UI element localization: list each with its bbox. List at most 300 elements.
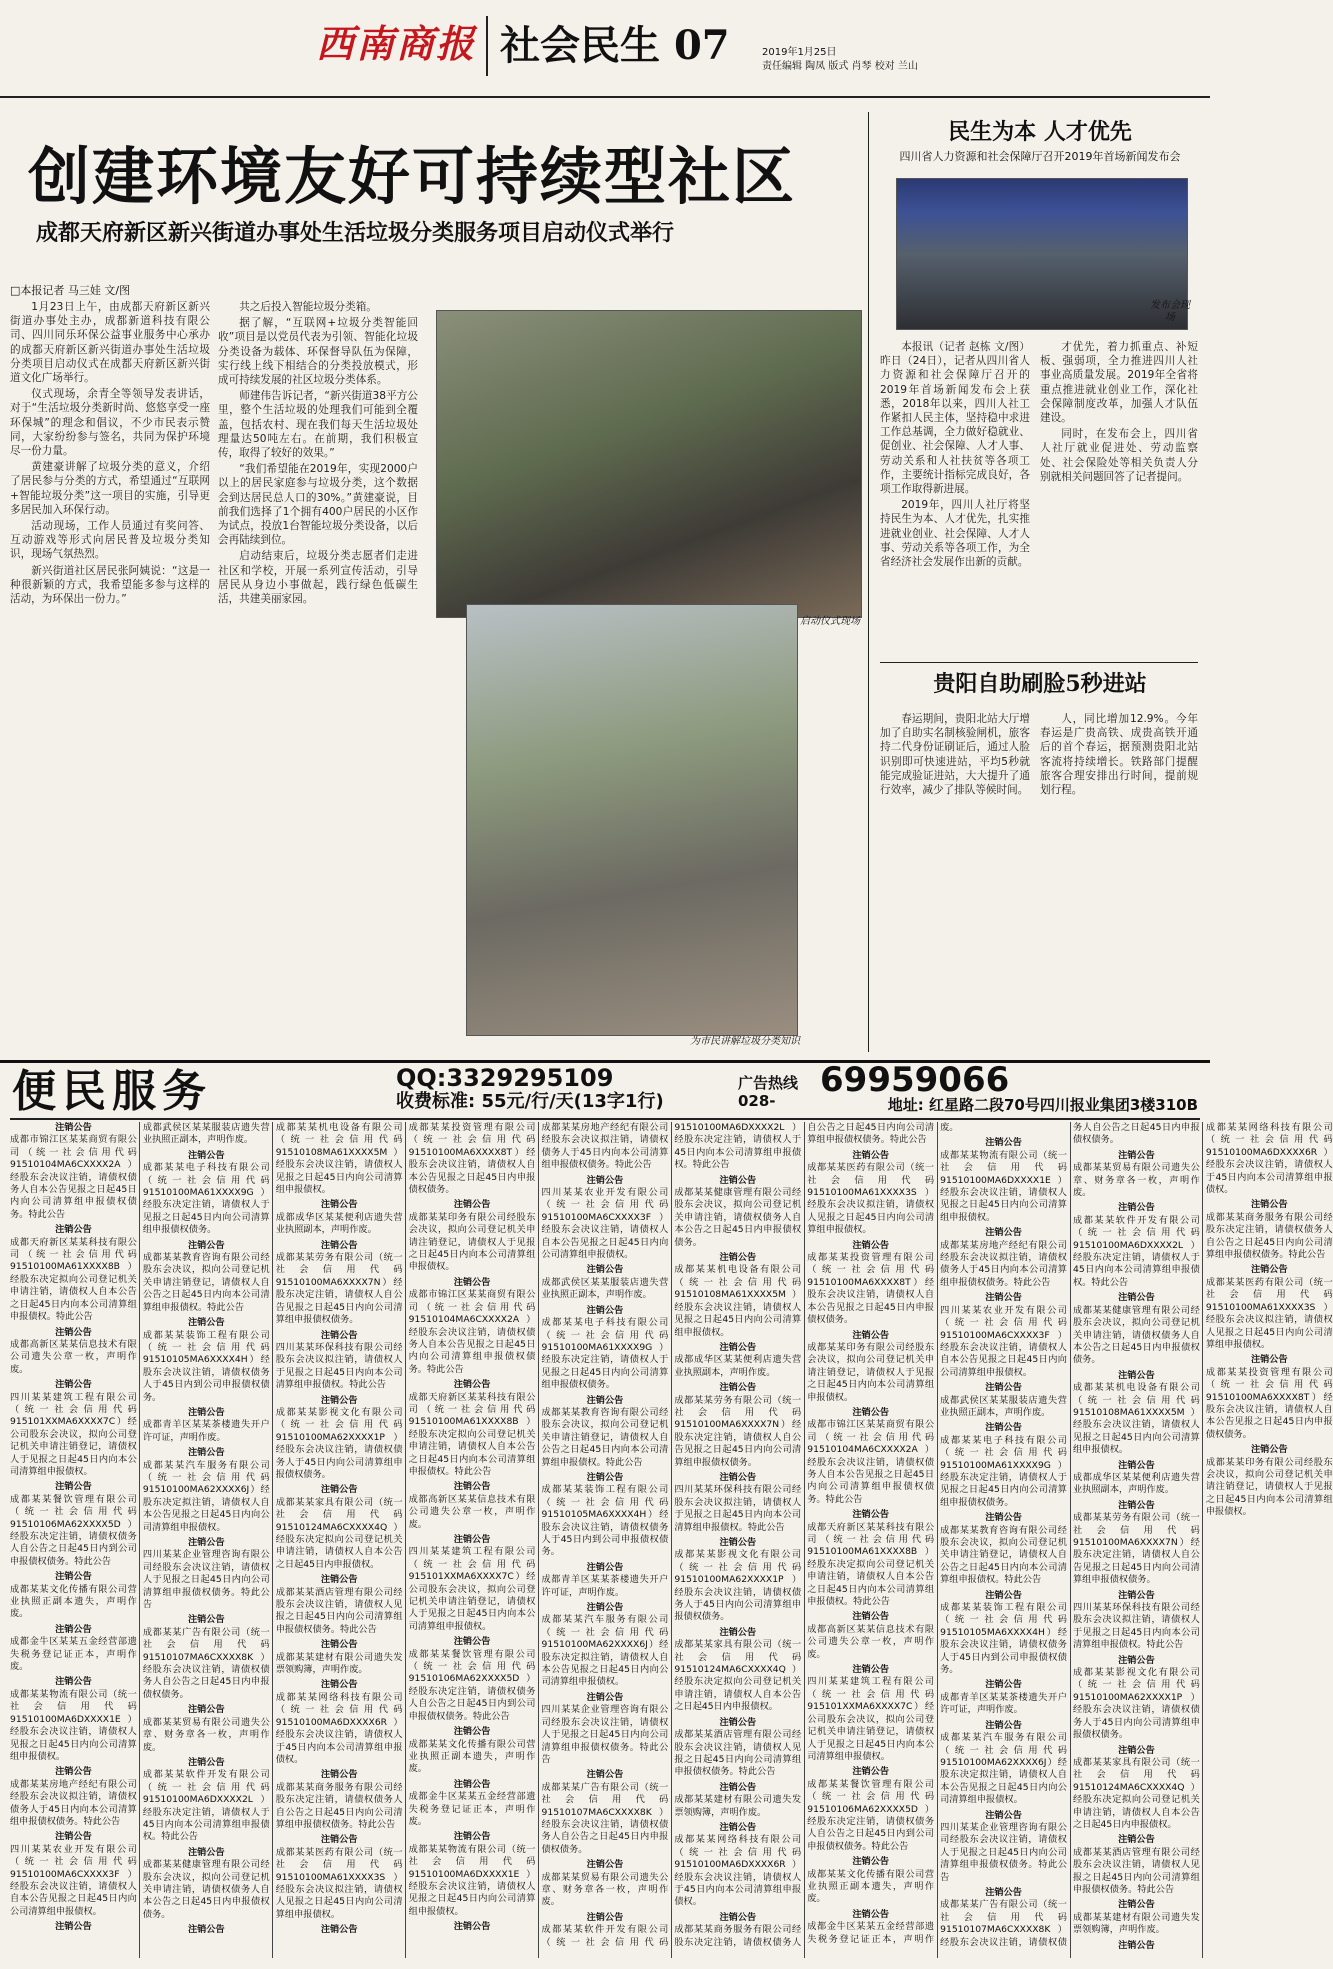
classified-item [674,1175,801,1249]
classified-item-heading: 注销公告 [320,1574,358,1586]
classified-item-text: 四川某某企业管理咨询有限公司经股东会决议注销，请债权人于见报之日起45日内向公司清算组申报债权债务。特此公告 [142,1549,270,1611]
side2-col2 [1040,712,1198,1042]
classified-item-text: 成都金牛区某某五金经营部遗失税务登记证正本，声明作废。 [10,1636,137,1673]
paragraph: 仪式现场，余青全等领导发表讲话，对于“生活垃圾分类新时尚、悠悠享受一座环保城”的理念和倡议，不少市民表示赞同，大家纷纷参与签名，共同为保护环境尽一份力量。 [10,388,210,458]
classified-item-text: 成都某某餐饮管理有限公司（统一社会信用代码91510106MA62XXXX5D）经股东决定注销，请债权债务人自公告之日起45日内到公司申报债权债务。特此公告 [10,1493,137,1567]
story-divider [880,662,1198,663]
classified-item [807,1611,934,1661]
classified-item-heading: 注销公告 [719,1716,757,1728]
classified-item-text: 成都某某装饰工程有限公司（统一社会信用代码91510105MA6XXXX4H）经股东会决议注销，请债权债务人于45日内到公司申报债权债务。 [142,1329,270,1403]
classified-item-text: 成都某某广告有限公司（统一社会信用代码91510107MA6CXXXX8K）经股东会决议注销，请债权债务人自公告之日起45日内申报债权债务。 [142,1626,270,1700]
classified-item-text: 成都某某医药有限公司（统一社会信用代码91510100MA61XXXX3S）经股东会决议拟注销，请债权人见报之日起45日内向公司清算组申报债权。 [1205,1276,1333,1350]
classified-item-heading: 注销公告 [719,1626,757,1638]
classified-item-heading: 注销公告 [719,1382,757,1394]
classified-item [143,1757,270,1844]
classified-item-heading: 注销公告 [187,1149,225,1161]
classified-item [409,1277,536,1376]
classified-item-heading: 注销公告 [1118,1589,1155,1601]
classified-item-heading: 注销公告 [55,1224,92,1236]
classified-item [674,1782,801,1819]
classified-item-heading: 注销公告 [1250,1354,1288,1366]
classified-item [143,1317,270,1404]
classified-item-heading: 注销公告 [985,1589,1022,1601]
classified-item-text: 成都某某投资管理有限公司（统一社会信用代码91510100MA6XXXX8T）经股东会决议注销，请债权人自本公告见报之日起45日内申报债权债务。 [807,1252,935,1326]
classified-item-heading: 注销公告 [453,1199,491,1211]
classified-item [143,1847,270,1921]
classified-item-heading: 注销公告 [1118,1939,1155,1951]
classified-item-text: 成都某某贸易有限公司遗失公章、财务章各一枚，声明作废。 [1073,1162,1200,1199]
classified-item-heading: 注销公告 [719,1341,757,1353]
classified-item-text: 成都某某劳务有限公司（统一社会信用代码91510100MA6XXXX7N）经股东决定注销，请债权人自公告见报之日起45日内向公司清算组申报债权债务。 [674,1394,802,1468]
classified-item-heading: 注销公告 [1118,1899,1155,1911]
classified-item-heading: 注销公告 [453,1831,491,1843]
side2-title: 贵阳自助刷脸5秒进站 [933,671,1147,697]
classified-item-heading: 注销公告 [453,1481,491,1493]
paragraph: 据了解，“互联网+垃圾分类智能回收”项目是以党员代表为引领、智能化垃圾分类设备为载体、环保督导队伍为保障，实行线上线下相结合的分类投放模式，形成可持续发展的社区垃圾分类体系。 [218,317,418,387]
classified-item-text: 成都某某物流有限公司（统一社会信用代码91510100MA6DXXXX1E）经股东会决议注销，请债权人见报之日起45日内向公司清算组申报债权。 [940,1149,1067,1223]
classified-item-text: 成都某某软件开发有限公司（统一社会信用代码91510100MA6DXXXX2L）经股东决定注销，请债权人于45日内向本公司清算组申报债权。特此公告 [1073,1214,1200,1288]
classified-item [674,1472,801,1534]
classified-item-heading: 注销公告 [852,1664,890,1676]
classified-item-heading: 注销公告 [586,1174,624,1186]
classified-item-heading: 注销公告 [586,1561,624,1573]
classified-item-text: 四川某某环保科技有限公司经股东会决议拟注销，请债权人于见报之日起45日内向本公司清算组申报债权。特此公告 [275,1341,403,1391]
classified-item [143,1614,270,1701]
classified-item [674,1252,801,1339]
classified-item-heading: 注销公告 [1118,1459,1155,1471]
classified-item [409,1481,536,1531]
classified-item-text: 成都某某印务有限公司经股东会决议，拟向公司登记机关申请注销登记，请债权人于见报之日起45日内向本公司清算组申报债权。 [1205,1456,1333,1518]
classified-item-heading: 注销公告 [187,1614,225,1626]
classified-item-heading: 注销公告 [320,1679,358,1691]
classified-item-text: 成都某某电子科技有限公司（统一社会信用代码91510100MA61XXXX9G）经股东决定注销，请债权人于见报之日起45日内向公司清算组申报债权债务。 [541,1317,669,1391]
main-subheadline: 成都天府新区新兴街道办事处生活垃圾分类服务项目启动仪式举行 [36,220,675,246]
paragraph: 1月23日上午，由成都天府新区新兴街道办事处主办，成都新道科技有限公司、四川同乐环保公益事业服务中心承办的成都天府新区新兴街道办事处生活垃圾分类项目启动仪式在成都天府新区新兴街道文化广场举行。 [10,301,210,385]
paragraph: “我们希望能在2019年，实现2000户以上的居民家庭参与垃圾分类，这个数据会到达居民总人口的30%。”黄建豪说，目前我们选择了1个拥有400户居民的小区作为试点，投放1台智能垃圾分类设备，以后会再陆续到位。 [218,463,418,547]
side1-subtitle: 四川省人力资源和社会保障厅召开2019年首场新闻发布会 [899,150,1181,163]
classified-item-heading: 注销公告 [985,1809,1022,1821]
classified-item-heading: 注销公告 [719,1537,757,1548]
classified-item-text: 成都某某健康管理有限公司经股东会决议，拟向公司登记机关申请注销，请债权债务人自本公告之日起45日内申报债权债务。 [142,1859,270,1920]
classified-item-heading: 注销公告 [852,1908,890,1920]
classified-item-heading: 注销公告 [453,1921,491,1933]
classified-item [1073,1834,1200,1896]
classified-item [807,1150,934,1237]
classified-item-text: 成都某某机电设备有限公司（统一社会信用代码91510108MA61XXXX5M）经股东会决议注销，请债权人见报之日起45日内向公司清算组申报债权。 [674,1264,802,1338]
classified-item-text: 成都某某健康管理有限公司经股东会决议，拟向公司登记机关申请注销，请债权债务人自本公告之日起45日内申报债权债务。 [1073,1304,1200,1366]
classified-item [1073,1500,1200,1587]
classified-item-heading: 注销公告 [985,1679,1022,1691]
classified-item [10,1481,137,1568]
paragraph: 同时，在发布会上，四川省人社厅就业促进处、劳动监察处、社会保险处等相关负责人分别就相关问题回答了记者提问。 [1040,428,1198,483]
explaining-photo [466,604,798,1036]
classified-item-text: 成都某某网络科技有限公司（统一社会信用代码91510100MA6DXXXX6R）经股东会决议注销，请债权人于45日内向本公司清算组申报债权。 [1205,1122,1333,1196]
classified-item-heading: 注销公告 [1250,1444,1288,1456]
side2-col1 [880,712,1030,1042]
classified-item-text: 成都某某装饰工程有限公司（统一社会信用代码91510105MA6XXXX4H）经股东会决议注销，请债权债务人于45日内到公司申报债权债务。 [940,1602,1067,1676]
classified-item [807,1509,934,1608]
classified-item-heading: 注销公告 [187,1447,225,1459]
classified-item-text: 成都某某文化传播有限公司营业执照正副本遗失，声明作废。 [10,1583,137,1620]
classified-item [276,1484,403,1571]
classified-item [409,1636,536,1723]
classified-item [276,1199,403,1236]
ad-hotline-label: 广告热线 028- [738,1074,799,1110]
classified-item-heading: 注销公告 [320,1924,358,1936]
paragraph: 本报讯（记者 赵栋 文/图）昨日（24日），记者从四川省人力资源和社会保障厅召开的2019年首场新闻发布会上获悉，2018年以来，四川人社工作紧扣人民主体，坚持稳中求进工作总基调，全力做好稳就业、促创业、社会保障、人才人事、劳动关系和人社扶贫等各项工作，主要统计指标完成良好，各项工作取得新进展。 [880,341,1030,496]
classified-item-text: 四川某某企业管理咨询有限公司经股东会决议注销，请债权人于见报之日起45日内向公司清算组申报债权债务。特此公告 [541,1704,669,1765]
classified-item-text: 成都某某广告有限公司（统一社会信用代码91510107MA6CXXXX8K）经股东会决议注销，请债权债务人自公告之日起45日内申报债权债务。 [541,1781,669,1855]
classified-item-text: 成都某某电子科技有限公司（统一社会信用代码91510100MA61XXXX9G）经股东决定注销，请债权人于见报之日起45日内向公司清算组申报债权债务。 [142,1162,270,1236]
classified-item-text: 成都某某建材有限公司遗失发票领购簿，声明作废。 [674,1794,802,1818]
ad-qq-number: QQ:3329295109 [396,1064,614,1092]
classified-item [10,1122,137,1221]
classified-item-text: 成都某某物流有限公司（统一社会信用代码91510100MA6DXXXX1E）经股东会决议注销，请债权人见报之日起45日内向公司清算组申报债权。 [10,1688,137,1762]
classified-item-heading: 注销公告 [320,1239,358,1251]
classified-item-text: 成都某某房地产经纪有限公司经股东会决议拟注销，请债权债务人于45日内向本公司清算组申报债权债务。特此公告 [940,1239,1067,1288]
paragraph: 春运期间，贵阳北站大厅增加了自助实名制核验闸机，旅客持二代身份证刷证后，通过人脸识别即可快速进站，平均5秒就能完成验证进站，大大提升了通行效率，减少了排队等候时间。 [880,713,1030,797]
paragraph: 人，同比增加12.9%。今年春运是广贵高铁、成贵高铁开通后的首个春运，据预测贵阳北站客流将持续增长。铁路部门提醒旅客合理安排出行时间，提前规划行程。 [1040,713,1198,797]
classified-item-heading: 注销公告 [586,1769,624,1781]
classified-item [940,1512,1067,1586]
classified-item-heading: 注销公告 [55,1831,92,1843]
classified-item-text: 成都某某网络科技有限公司（统一社会信用代码91510100MA6DXXXX6R）经股东会决议注销，请债权人于45日内向本公司清算组申报债权。 [674,1834,802,1908]
masthead-divider [486,16,488,76]
classified-item [674,1717,801,1779]
classified-item [10,1571,137,1621]
classified-item [807,1766,934,1853]
section-title [500,18,760,74]
classified-item-heading: 注销公告 [187,1537,225,1548]
classified-item-heading: 注销公告 [187,1846,225,1858]
classified-item [276,1679,403,1766]
classified-item [542,1692,669,1766]
classified-item-text: 成都某某投资管理有限公司（统一社会信用代码91510100MA6XXXX8T）经股东会决议注销，请债权人自本公告见报之日起45日内申报债权债务。 [408,1122,536,1196]
classified-item-heading: 注销公告 [586,1911,624,1923]
classified-item-text: 成都某某印务有限公司经股东会决议，拟向公司登记机关申请注销登记，请债权人于见报之日起45日内向本公司清算组申报债权。 [408,1211,536,1273]
classified-item [940,1227,1067,1289]
classified-item-heading: 注销公告 [320,1329,358,1341]
issue-date: 2019年1月25日 [762,47,837,58]
classified-item-heading: 注销公告 [586,1394,624,1406]
main-article-col1 [10,300,210,1030]
classified-item-text: 成都某某装饰工程有限公司（统一社会信用代码91510105MA6XXXX4H）经股东会决议注销，请债权债务人于45日内到公司申报债权债务。 [541,1484,669,1558]
ad-header-rule [10,1118,1200,1120]
classified-item [409,1199,536,1273]
side1-col1 [880,340,1030,656]
classified-item [1206,1444,1333,1518]
classified-item-text: 四川某某农业开发有限公司（统一社会信用代码91510100MA6CXXXX3F）经股东会决议注销，请债权人自本公告见报之日起45日内向公司清算组申报债权。 [940,1304,1067,1378]
classified-item [1073,1202,1200,1289]
classified-item-text: 成都某某餐饮管理有限公司（统一社会信用代码91510106MA62XXXX5D）经股东决定注销，请债权债务人自公告之日起45日内到公司申报债权债务。特此公告 [807,1778,935,1852]
classified-item-heading: 注销公告 [852,1611,890,1623]
classified-item-text: 成都青羊区某某茶楼遗失开户许可证，声明作废。 [541,1574,669,1598]
classified-item-text: 成都某某酒店管理有限公司经股东会决议注销，请债权人见报之日起45日内向公司清算组申报债权债务。特此公告 [275,1586,403,1635]
classified-item [542,1859,669,1909]
photo-caption: 启动仪式现场 [800,616,860,627]
ad-price: 收费标准: 55元/行/天(13字1行) [396,1091,664,1112]
classified-item-heading: 注销公告 [55,1379,92,1391]
classified-item [143,1240,270,1314]
classified-item-text: 四川某某环保科技有限公司经股东会决议拟注销，请债权人于见报之日起45日内向本公司清算组申报债权。特此公告 [1073,1602,1200,1651]
classified-item-heading: 注销公告 [453,1379,491,1391]
press-conference-photo [896,178,1188,330]
classified-item [940,1382,1067,1419]
classified-item [10,1327,137,1377]
classified-item-text: 成都青羊区某某茶楼遗失开户许可证，声明作废。 [940,1691,1067,1716]
classified-item-heading: 注销公告 [586,1304,624,1316]
classified-item-heading: 注销公告 [985,1719,1022,1731]
classified-item [1073,1370,1200,1457]
classified-item-text: 成都某某汽车服务有限公司（统一社会信用代码91510100MA62XXXX6J）经股东决定拟注销，请债权人自本公告见报之日起45日内向公司清算组申报债权。 [541,1614,669,1688]
classified-item-text: 成都某某医药有限公司（统一社会信用代码91510100MA61XXXX3S）经股东会决议拟注销，请债权人见报之日起45日内向公司清算组申报债权。 [807,1162,935,1236]
classified-item [409,1726,536,1776]
classified-item-text: 成都某某文化传播有限公司营业执照正副本遗失，声明作废。 [807,1868,935,1905]
classified-item-text: 成都某某家具有限公司（统一社会信用代码91510124MA6CXXXX4Q）经股东决定拟向公司登记机关申请注销，请债权人自本公告之日起45日内申报债权。 [1073,1756,1200,1830]
classified-item-text: 成都某某软件开发有限公司（统一社会信用代码91510100MA6DXXXX2L）经股东决定注销，请债权人于45日内向本公司清算组申报债权。特此公告 [142,1769,270,1843]
classified-item [807,1664,934,1763]
main-headline: 创建环境友好可持续型社区 [28,140,797,213]
classified-item-heading: 注销公告 [55,1122,92,1133]
classified-item [1073,1150,1200,1200]
classified-item-heading: 注销公告 [453,1276,491,1288]
classified-item-heading: 注销公告 [1118,1499,1155,1511]
classified-item [10,1766,137,1828]
classified-item [542,1395,669,1469]
classified-item-heading: 注销公告 [187,1924,225,1936]
classified-item-heading: 注销公告 [187,1756,225,1768]
classified-item [276,1330,403,1392]
classified-item-heading: 注销公告 [1118,1149,1155,1161]
classified-item-heading: 注销公告 [1118,1834,1155,1846]
classified-item-heading: 注销公告 [852,1856,890,1868]
classified-item-heading: 注销公告 [852,1766,890,1778]
classified-item [940,1422,1067,1509]
classified-item-text: 成都某某家具有限公司（统一社会信用代码91510124MA6CXXXX4Q）经股东决定拟向公司登记机关申请注销，请债权人自本公告之日起45日内申报债权。 [275,1496,403,1570]
classified-item-text: 成都成华区某某便利店遗失营业执照副本，声明作废。 [275,1211,403,1236]
ad-address: 地址: 红星路二段70号四川报业集团3楼310B [887,1096,1198,1114]
classified-item [409,1831,536,1918]
classified-item-heading: 注销公告 [852,1509,890,1521]
classified-item-text: 成都某某酒店管理有限公司经股东会决议注销，请债权人见报之日起45日内向公司清算组申报债权债务。特此公告 [1073,1846,1200,1895]
classified-item-heading: 注销公告 [719,1781,757,1793]
classified-item [409,1379,536,1478]
classified-item-text: 成都某某建材有限公司遗失发票领购簿，声明作废。 [275,1651,403,1676]
classified-item-text: 成都某某影视文化有限公司（统一社会信用代码91510100MA62XXXX1P）经股东会决议注销，请债权债务人于45日内向公司清算组申报债权债务。 [275,1406,403,1480]
classified-item-heading: 注销公告 [852,1406,890,1418]
classified-item-text: 四川某某建筑工程有限公司（统一社会信用代码915101XXMA6XXXX7C）经公司股东会决议，拟向公司登记机关申请注销登记，请债权人于见报之日起45日内向本公司清算组申报债权。 [408,1546,536,1632]
classified-item-heading: 注销公告 [320,1834,358,1846]
classified-item-text: 成都武侯区某某服装店遗失营业执照正副本，声明作废。 [940,1394,1067,1418]
classified-item-heading: 注销公告 [985,1422,1022,1434]
classified-item-text: 成都某某软件开发有限公司（统一社会信用代码91510100MA6DXXXX2L）经股东决定注销，请债权人于45日内向本公司清算组申报债权。特此公告 [541,1122,802,1948]
classified-item [1073,1655,1200,1742]
editor-credits: 责任编辑 陶凤 版式 肖琴 校对 兰山 [762,61,918,72]
classified-item-heading: 注销公告 [55,1326,92,1338]
classified-item-text: 成都某某教育咨询有限公司经股东会决议，拟向公司登记机关申请注销登记，请债权人自公告之日起45日内向本公司清算组申报债权。特此公告 [940,1524,1067,1586]
classified-item [674,1342,801,1379]
classified-item [542,1602,669,1689]
classified-item-heading: 注销公告 [719,1252,757,1264]
classified-item-heading: 注销公告 [1250,1199,1288,1211]
classified-item [542,1769,669,1856]
classified-item [674,1627,801,1714]
photo-caption: 发布会现场 [1150,300,1190,323]
classified-item-text: 成都天府新区某某科技有限公司（统一社会信用代码91510100MA61XXXX8B）经股东决定拟向公司登记机关申请注销，请债权人自本公告之日起45日内向本公司清算组申报债权。特此公告 [807,1521,935,1608]
classified-item-text: 四川某某建筑工程有限公司（统一社会信用代码915101XXMA6XXXX7C）经公司股东会决议，拟向公司登记机关申请注销登记，请债权人于见报之日起45日内向本公司清算组申报债权。 [807,1676,935,1762]
classified-item-text: 成都某某家具有限公司（统一社会信用代码91510124MA6CXXXX4Q）经股东决定拟向公司登记机关申请注销，请债权人自本公告之日起45日内申报债权。 [674,1639,802,1713]
classified-item-heading: 注销公告 [55,1623,92,1635]
paragraph: 共之后投入智能垃圾分类箱。 [239,301,377,313]
classified-item [276,1240,403,1327]
classified-item [542,1305,669,1392]
classified-item-heading: 注销公告 [985,1382,1022,1394]
classified-item-heading: 注销公告 [320,1639,358,1651]
classified-item-text: 成都某某房地产经纪有限公司经股东会决议拟注销，请债权债务人于45日内向本公司清算组申报债权债务。特此公告 [541,1122,669,1171]
classified-item [1206,1354,1333,1441]
classified-title: 便民服务 [12,1066,212,1117]
ceremony-photo [436,310,862,618]
classified-item-heading: 注销公告 [985,1227,1022,1239]
classified-item-heading: 注销公告 [586,1859,624,1871]
classified-item [1206,1264,1333,1351]
classified-item-text: 成都某某机电设备有限公司（统一社会信用代码91510108MA61XXXX5M）经股东会决议注销，请债权人见报之日起45日内向公司清算组申报债权。 [1073,1382,1200,1456]
classified-item-heading: 注销公告 [55,1766,92,1778]
classified-item-text: 成都某某影视文化有限公司（统一社会信用代码91510100MA62XXXX1P）经股东会决议注销，请债权债务人于45日内向公司清算组申报债权债务。 [1073,1667,1200,1741]
classified-item-text: 四川某某农业开发有限公司（统一社会信用代码91510100MA6CXXXX3F）经股东会决议注销，请债权人自本公告见报之日起45日内向公司清算组申报债权。 [10,1843,137,1917]
main-byline: □本报记者 马三娃 文/图 [10,284,131,297]
classified-item [276,1769,403,1831]
classified-item-heading: 注销公告 [852,1239,890,1251]
classified-item [143,1537,270,1611]
classified-item-heading: 注销公告 [719,1471,757,1483]
classified-item-text: 成都某某商务服务有限公司经股东决定注销，请债权债务人自公告之日起45日内向公司清算组申报债权债务。特此公告 [275,1781,403,1830]
classified-item-text: 成都某某汽车服务有限公司（统一社会信用代码91510100MA62XXXX6J）经股东决定拟注销，请债权人自本公告见报之日起45日内向公司清算组申报债权。 [142,1459,270,1533]
classified-item [940,1590,1067,1677]
side1-col2 [1040,340,1198,656]
classified-item [542,1562,669,1599]
ad-hotline-number: 69959066 [820,1060,1010,1100]
classified-item-heading: 注销公告 [320,1199,358,1211]
section-name: 社会民生 [500,22,660,69]
classified-item-text: 成都某某劳务有限公司（统一社会信用代码91510100MA6XXXX7N）经股东决定注销，请债权人自公告见报之日起45日内向公司清算组申报债权债务。 [1073,1512,1200,1586]
classified-item [1073,1745,1200,1832]
classified-item-text: 成都某某投资管理有限公司（统一社会信用代码91510100MA6XXXX8T）经股东会决议注销，请债权人自本公告见报之日起45日内申报债权债务。 [1205,1366,1333,1440]
classified-item-heading: 注销公告 [719,1911,757,1923]
classified-item-text: 成都某某劳务有限公司（统一社会信用代码91510100MA6XXXX7N）经股东决定注销，请债权人自公告见报之日起45日内向公司清算组申报债权债务。 [275,1252,403,1326]
classified-item-text: 成都某某广告有限公司（统一社会信用代码91510107MA6CXXXX8K）经股东会决议注销，请债权债务人自公告之日起45日内申报债权债务。 [940,1122,1200,1948]
classified-item-heading: 注销公告 [453,1726,491,1738]
classified-item-text: 成都市锦江区某某商贸有限公司（统一社会信用代码91510104MA6CXXXX2A）经股东会决议注销，请债权债务人自本公告见报之日起45日内向公司清算组申报债权债务。特此公告 [807,1419,935,1505]
classified-item-heading: 注销公告 [586,1264,624,1276]
classified-item-heading: 注销公告 [453,1636,491,1648]
paragraph: 启动结束后，垃圾分类志愿者们走进社区和学校，开展一系列宣传活动，引导居民从身边小事做起，践行绿色低碳生活，共建美丽家园。 [218,550,418,606]
classified-item-text: 成都青羊区某某茶楼遗失开户许可证，声明作废。 [142,1419,270,1443]
classified-item [674,1537,801,1624]
classified-item-heading: 注销公告 [985,1292,1022,1304]
classified-item [10,1224,137,1323]
classified-item [143,1447,270,1534]
classified-item-text: 成都某某电子科技有限公司（统一社会信用代码91510100MA61XXXX9G）经股东决定注销，请债权人于见报之日起45日内向公司清算组申报债权债务。 [940,1434,1067,1508]
paragraph: 2019年，四川人社厅将坚持民生为本、人才优先，扎实推进就业创业、社会保障、人才人事、劳动关系等各项工作，为全省经济社会发展作出新的贡献。 [880,499,1030,569]
classified-item-text: 成都某某影视文化有限公司（统一社会信用代码91510100MA62XXXX1P）经股东会决议注销，请债权债务人于45日内向公司清算组申报债权债务。 [674,1549,802,1623]
classified-item [542,1472,669,1559]
classified-item [276,1639,403,1676]
classified-item [276,1834,403,1921]
classified-item [1073,1899,1200,1936]
classified-item [940,1292,1067,1379]
classified-item-heading: 注销公告 [985,1886,1022,1898]
classified-item-text: 成都某某商务服务有限公司经股东决定注销，请债权债务人自公告之日起45日内向公司清算组申报债权债务。特此公告 [1205,1211,1333,1261]
classified-item-heading: 注销公告 [1250,1264,1288,1276]
classified-item-text: 成都某某机电设备有限公司（统一社会信用代码91510108MA61XXXX5M）经股东会决议注销，请债权人见报之日起45日内向公司清算组申报债权。 [275,1122,403,1196]
classified-item [542,1264,669,1301]
classified-item-heading: 注销公告 [586,1471,624,1483]
classified-item [276,1574,403,1636]
classified-item [1206,1199,1333,1261]
classified-item [143,1704,270,1754]
classified-item-text: 成都某某医药有限公司（统一社会信用代码91510100MA61XXXX3S）经股东会决议拟注销，请债权人见报之日起45日内向公司清算组申报债权。 [275,1846,403,1920]
classified-item-heading: 注销公告 [985,1512,1022,1524]
classified-item-text: 成都某某网络科技有限公司（统一社会信用代码91510100MA6DXXXX6R）经股东会决议注销，请债权人于45日内向本公司清算组申报债权。 [275,1691,403,1765]
classified-item-text: 成都某某贸易有限公司遗失公章、财务章各一枚，声明作废。 [541,1871,669,1908]
newspaper-logo: 西南商报 [316,21,477,66]
classified-item-text: 成都某某教育咨询有限公司经股东会决议，拟向公司登记机关申请注销登记，请债权人自公告之日起45日内向本公司清算组申报债权。特此公告 [541,1406,669,1468]
classified-item-text: 成都某某房地产经纪有限公司经股东会决议拟注销，请债权债务人于45日内向本公司清算组申报债权债务。特此公告 [10,1778,137,1827]
classified-item [807,1407,934,1506]
classified-item-heading: 注销公告 [320,1394,358,1406]
column-divider [868,112,869,1052]
classified-item-heading: 注销公告 [985,1137,1022,1149]
classified-item-text: 四川某某建筑工程有限公司（统一社会信用代码915101XXMA6XXXX7C）经公司股东会决议，拟向公司登记机关申请注销登记，请债权人于见报之日起45日内向本公司清算组申报债权。 [10,1391,137,1477]
classified-item-heading: 注销公告 [187,1406,225,1418]
classified-item [940,1679,1067,1716]
classified-item [940,1810,1067,1884]
paragraph: 活动现场，工作人员通过有奖问答、互动游戏等形式向居民普及垃圾分类知识，现场气氛热烈。 [10,520,210,561]
classified-item-heading: 注销公告 [1118,1744,1155,1756]
classified-item-text: 成都某某健康管理有限公司经股东会决议，拟向公司登记机关申请注销，请债权债务人自本公告之日起45日内申报债权债务。 [674,1187,802,1248]
classified-item-heading: 注销公告 [586,1691,624,1703]
classified-item-heading: 注销公告 [453,1778,491,1790]
classified-item-text: 成都高新区某某信息技术有限公司遗失公章一枚，声明作废。 [10,1338,137,1375]
classified-item-text: 成都武侯区某某服装店遗失营业执照正副本，声明作废。 [142,1122,270,1146]
classified-item-text: 成都市锦江区某某商贸有限公司（统一社会信用代码91510104MA6CXXXX2A）经股东会决议注销，请债权债务人自本公告见报之日起45日内向公司清算组申报债权债务。特此公告 [408,1289,536,1375]
classified-item [807,1856,934,1906]
classified-item-text: 成都某某印务有限公司经股东会决议，拟向公司登记机关申请注销登记，请债权人于见报之日起45日内向本公司清算组申报债权。 [807,1341,935,1403]
classified-item-text: 成都金牛区某某五金经营部遗失税务登记证正本，声明作废。 [807,1122,959,1945]
classified-item [807,1240,934,1327]
classified-item [10,1379,137,1478]
classified-item-heading: 注销公告 [320,1484,358,1496]
classified-item-heading: 注销公告 [586,1602,624,1614]
classified-item [542,1175,669,1262]
classified-item [674,1822,801,1909]
classified-item [1073,1590,1200,1652]
classified-item [276,1395,403,1482]
classified-item-text: 成都某某建材有限公司遗失发票领购簿，声明作废。 [1073,1911,1200,1936]
classified-item-heading: 注销公告 [1118,1202,1155,1214]
classified-item-heading: 注销公告 [719,1821,757,1833]
classified-item-text: 成都天府新区某某科技有限公司（统一社会信用代码91510100MA61XXXX8B）经股东决定拟向公司登记机关申请注销，请债权人自本公告之日起45日内向本公司清算组申报债权。特此公告 [408,1391,536,1477]
classified-item-heading: 注销公告 [55,1571,92,1583]
side1-title: 民生为本 人才优先 [948,119,1132,145]
classified-item [940,1720,1067,1807]
classified-item-text: 成都成华区某某便利店遗失营业执照副本，声明作废。 [1073,1471,1200,1496]
classified-item-text: 成都某某教育咨询有限公司经股东会决议，拟向公司登记机关申请注销登记，请债权人自公告之日起45日内向本公司清算组申报债权。特此公告 [142,1252,270,1313]
classified-item-text: 成都某某酒店管理有限公司经股东会决议注销，请债权人见报之日起45日内向公司清算组申报债权债务。特此公告 [674,1729,802,1778]
classified-item-heading: 注销公告 [852,1329,890,1341]
classified-item-text: 成都天府新区某某科技有限公司（统一社会信用代码91510100MA61XXXX8B）经股东决定拟向公司登记机关申请注销，请债权人自本公告之日起45日内向本公司清算组申报债权。特此公告 [10,1236,137,1323]
